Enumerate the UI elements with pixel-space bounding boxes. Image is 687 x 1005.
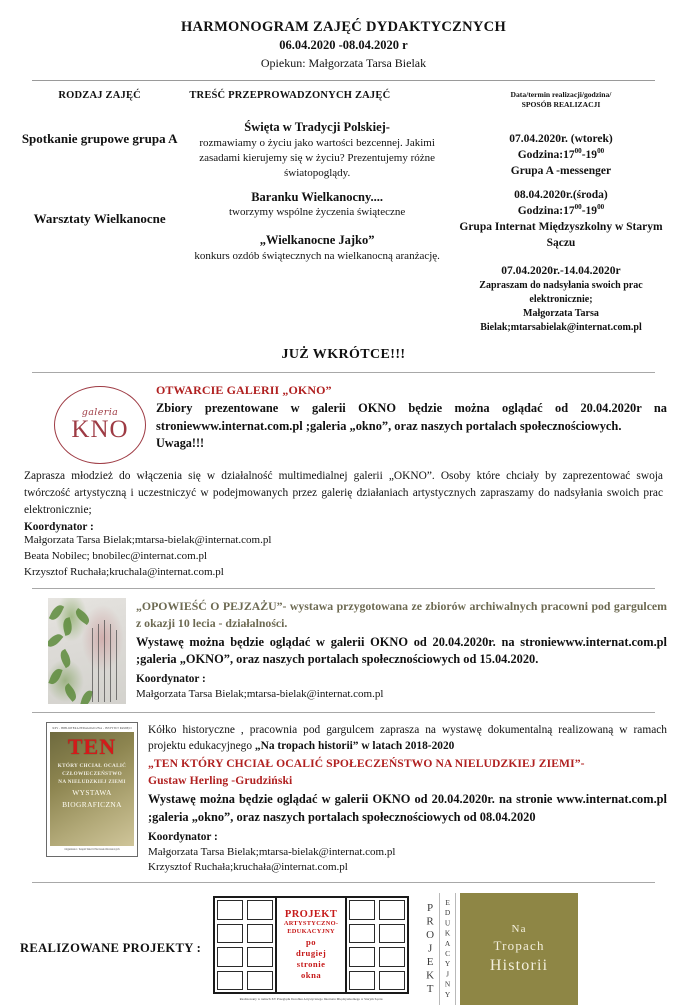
poster-line-3: NA NIELUDZKIEJ ZIEMI <box>58 778 126 785</box>
galeria-heading: OTWARCIE GALERII „OKNO” <box>156 382 332 397</box>
divider-header <box>32 80 655 81</box>
ten-coordinator-label: Koordynator : <box>148 830 218 843</box>
row-date-2 <box>449 181 673 335</box>
ten-intro-bold: „Na tropach historii” w latach 2018-2020 <box>254 740 455 753</box>
ten-heading-1: „TEN KTÓRY CHCIAŁ OCALIĆ SPOŁECZEŃSTWO NA NIELUDZKIEJ ZIEMI”- <box>148 756 585 770</box>
window-logo-text <box>277 898 345 992</box>
history-vertical-edukacyjny: EDUKACYJNY <box>439 893 456 1005</box>
ten-heading-2: Gustaw Herling -Grudziński <box>148 773 293 787</box>
row-realization-1: Grupa A -messenger <box>510 165 612 178</box>
table-row <box>14 109 673 180</box>
section-opowiesc-o-pejzazu <box>14 589 673 708</box>
galeria-invite-text: Zaprasza młodzież do włączenia się w działalność multimedialnej galerii „OKNO”. Osoby które chciały by zaprezentować swoja twórczość artystyczną i uczestniczyć w podejmowanych przez galerię działaniach artystycznych zapraszamy do nadsyłania swoich prac elektronicznie; <box>24 469 663 517</box>
row-content-body-2: tworzymy wspólne życzenia świąteczne <box>229 206 406 219</box>
row-content-title-2: Baranku Wielkanocny.... <box>251 189 384 204</box>
poster-artwork <box>50 732 134 846</box>
ten-intro-text: Kółko historyczne , pracownia pod gargulcem zaprasza na wystawę dokumentalną realizowaną w ramach projektu edukacyjnego <box>148 724 667 753</box>
poster-line-5: BIOGRAFICZNA <box>62 800 122 810</box>
date-range: 06.04.2020 -08.04.2020 r <box>279 38 408 53</box>
ten-paragraph: Wystawę można będzie oglądać w galerii OKNO od 20.04.2020r. na stronie www.internat.com.pl ;galeria „okno”, oraz naszych portalach społecznościowych od 08.04.2020 <box>148 792 667 825</box>
realized-projects-row <box>14 883 673 1005</box>
window-project-logo <box>213 896 409 1002</box>
pejzaz-art-wrap <box>20 598 126 704</box>
window-logo-t1: PROJEKT <box>284 908 338 920</box>
row-content-1 <box>185 109 449 180</box>
row-date-value-1: 07.04.2020r. (wtorek) <box>509 133 613 146</box>
pejzaz-coordinator-1: Małgorzata Tarsa Bielak;mtarsa-bielak@internat.com.pl <box>136 687 384 700</box>
row-content-body-1: rozmawiamy o życiu jako wartości bezcennej. Jakimi zasadami kierujemy się w życiu? Prezentujemy różne światopoglądy. <box>199 136 436 179</box>
document-page <box>0 18 687 1002</box>
galeria-logo-kno: KNO <box>71 415 129 443</box>
window-right-shutter-icon <box>345 898 407 992</box>
row-content-title2-2: „Wielkanocne Jajko” <box>259 233 375 248</box>
supervisor-line: Opiekun: Małgorzata Tarsa Bielak <box>260 56 427 71</box>
galeria-logo-wrap <box>20 382 146 464</box>
page-title: HARMONOGRAM ZAJĘĆ DYDAKTYCZNYCH <box>180 19 507 35</box>
poster-line-1: KTÓRY CHCIAŁ OCALIĆ <box>57 763 127 770</box>
row-date-value-2: 08.04.2020r.(środa) <box>514 188 608 201</box>
galeria-logo-word: galeria <box>81 407 119 419</box>
window-logo-l3: stronie <box>296 959 326 970</box>
poster-line-4: WYSTAWA <box>72 788 112 798</box>
history-olive-box <box>460 893 578 1005</box>
poster-line-2: CZŁOWIECZEŃSTWO <box>62 770 122 777</box>
history-line-2: Tropach <box>493 937 545 953</box>
realized-projects-label: REALIZOWANE PROJEKTY : <box>20 941 202 956</box>
landscape-artwork-image <box>48 598 126 704</box>
window-logo-t2: ARTYSTYCZNO- <box>283 919 339 927</box>
galeria-extended-body <box>14 468 673 580</box>
row-note2-line1: Zapraszam do nadsyłania swoich prac elektronicznie; <box>479 279 643 305</box>
pejzaz-heading: „OPOWIEŚĆ O PEJZAŻU”- wystawa przygotowana ze zbiorów archiwalnych pracowni pod gargulcem z okazji 10 lecia - działalności. <box>136 599 667 630</box>
row-time-2: $Godzina:17^{00}-19^{00}$ <box>517 202 605 217</box>
galeria-kno-logo-icon <box>54 386 146 464</box>
window-frame-icon <box>213 896 409 994</box>
history-vertical-projekt: PROJEKT <box>424 901 437 997</box>
poster-footer-caption: Organizator / Zespół Szkół i Placówek Oświatowych <box>64 848 120 852</box>
pejzaz-coordinator-label: Koordynator : <box>136 672 206 685</box>
window-logo-t3: EDUKACYJNY <box>287 928 335 936</box>
column-header-date-line1: Data/termin realizacji/godzina/ <box>510 90 612 100</box>
galeria-coordinator-1: Małgorzata Tarsa Bielak;mtarsa-bielak@internat.com.pl <box>24 534 272 547</box>
ten-intro <box>148 722 667 754</box>
row-note2-line2: Małgorzata Tarsa Bielak;mtarsabielak@internat.com.pl <box>480 307 642 333</box>
history-line-3: Historii <box>489 956 549 974</box>
window-logo-l4: okna <box>301 970 322 981</box>
schedule-table <box>14 90 673 335</box>
column-header-date <box>449 90 673 109</box>
pejzaz-body <box>136 598 667 704</box>
row-date2-2: 07.04.2020r.-14.04.2020r <box>501 264 621 277</box>
row-realization-2: Grupa Internat Międzyszkolny w Starym Sączu <box>459 220 663 249</box>
galeria-paragraph: Zbiory prezentowane w galerii OKNO będzie można oglądać od 20.04.2020r na stroniewww.internat.com.pl ;galeria „okno”, oraz naszych portalach społecznościowych. <box>156 401 667 433</box>
galeria-coordinator-label: Koordynator : <box>24 521 94 534</box>
pejzaz-paragraph: Wystawę można będzie oglądać w galerii OKNO od 20.04.2020r. na stroniewww.internat.com.pl ;galeria „OKNO”, oraz naszych portalach społecznościowych od 15.04.2020. <box>136 634 667 667</box>
galeria-coordinator-3: Krzysztof Ruchała;kruchala@internat.com.pl <box>24 565 224 578</box>
table-header-row <box>14 90 673 109</box>
ten-body <box>148 722 667 876</box>
galeria-okno-body <box>156 382 667 464</box>
ten-poster-wrap <box>20 722 138 876</box>
galeria-coordinator-2: Beata Nobilec; bnobilec@internat.com.pl <box>24 549 208 562</box>
window-left-shutter-icon <box>215 898 277 992</box>
row-time-1: $Godzina:17^{00}-19^{00}$ <box>517 147 605 162</box>
column-header-date-line2: SPOSÓB REALIZACJI <box>521 99 601 109</box>
table-row <box>14 181 673 335</box>
row-date-1 <box>449 109 673 180</box>
coming-soon-banner: JUŻ WKRÓTCE!!! <box>281 346 406 362</box>
poster-title: TEN <box>67 734 117 760</box>
column-header-type: RODZAJ ZAJĘĆ <box>58 90 141 102</box>
row-content-body2-2: konkurs ozdób świątecznych na wielkanocną aranżację. <box>194 250 440 263</box>
window-logo-l2: drugiej <box>295 948 327 959</box>
section-ten-ktory-chcial <box>14 713 673 880</box>
column-header-content: TREŚĆ PRZEPROWADZONYCH ZAJĘĆ <box>189 90 391 102</box>
poster-top-caption: XXV - BIBLIOTEKA PEDAGOGICZNA - INSTYTUT PAMIĘCI <box>52 727 132 731</box>
galeria-note: Uwaga!!! <box>156 436 205 451</box>
window-logo-l1: po <box>306 936 317 947</box>
row-content-title-1: Święta w Tradycji Polskiej- <box>244 120 390 135</box>
history-line-1: Na <box>511 922 527 935</box>
ten-coordinator-2: Krzysztof Ruchała;kruchała@internat.com.pl <box>148 861 348 874</box>
window-logo-caption: Realizowany w ramach XV Przeglądu Dorobku Artystycznego Internatu Międzyszkolnego w Starym Sączu <box>239 997 383 1002</box>
ten-coordinator-1: Małgorzata Tarsa Bielak;mtarsa-bielak@internat.com.pl <box>148 845 396 858</box>
ten-poster-image <box>46 722 138 857</box>
section-galeria-okno <box>14 373 673 468</box>
row-content-2 <box>185 181 449 335</box>
row-type-2: Warsztaty Wielkanocne <box>33 210 166 226</box>
row-type-1: Spotkanie grupowe grupa A <box>21 131 178 147</box>
history-project-logo <box>421 893 578 1005</box>
